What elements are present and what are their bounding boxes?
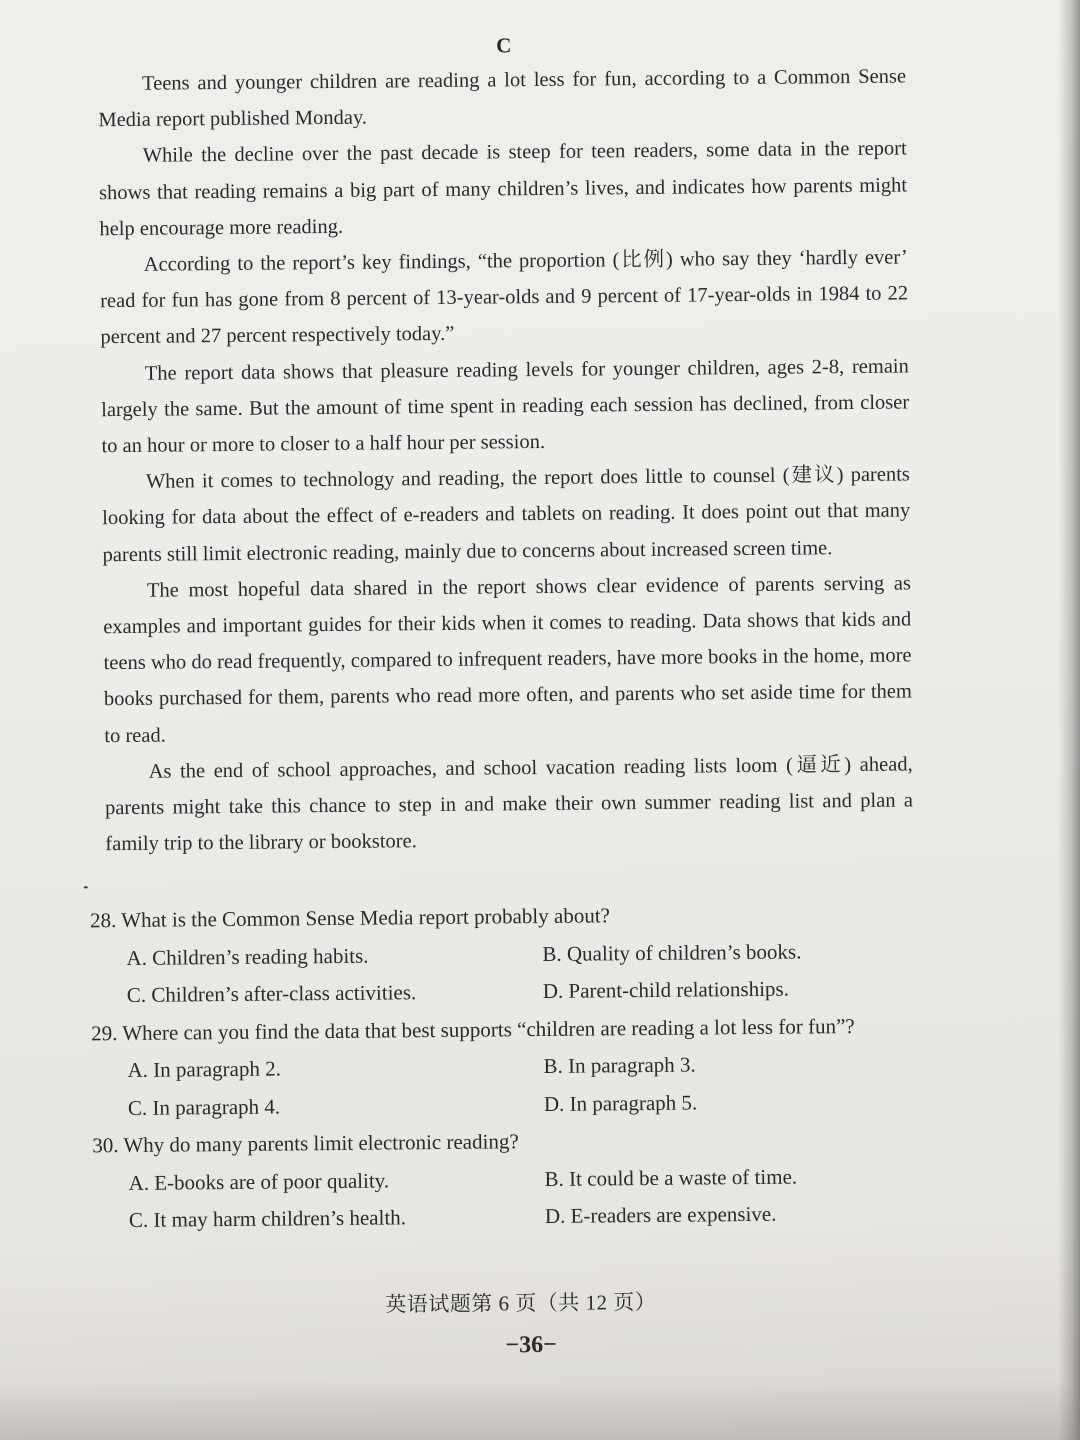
- question-29: [91, 1007, 932, 1128]
- option-a: A. Children’s reading habits.: [126, 943, 369, 970]
- question-stem: 29. Where can you find the data that best supports “children are reading a lot less for fun”?: [91, 1013, 855, 1045]
- option-a: A. E-books are of poor quality.: [128, 1167, 390, 1195]
- question-30: [92, 1119, 933, 1240]
- section-heading: C: [496, 33, 512, 58]
- option-b: B. Quality of children’s books.: [542, 939, 802, 966]
- paragraph-2: While the decline over the past decade is steep for teen readers, some data in the report shows that reading remains a big part of many children’s lives, and indicates how parents might help encourage more reading.: [99, 137, 908, 241]
- paragraph-3: According to the report’s key findings, “the proportion (比例) who say they ‘hardly ever’ read for fun has gone from 8 percent of 13-year-olds and 9 percent of 17-year-olds in 1984 to 22 percent and 27 percent respectively today.”: [100, 246, 909, 349]
- question-stem: 28. What is the Common Sense Media report probably about?: [89, 903, 611, 933]
- question-28: [90, 894, 931, 1015]
- paragraph-6: The most hopeful data shared in the report shows clear evidence of parents serving as examples and important guides for their kids when it comes to reading. Data shows that kids and teens who do read frequently, compared to infrequent readers, have more books in the home, more books purchased for them, parents who read more often, and parents who set aside time for them to read.: [103, 572, 913, 747]
- option-d: D. In paragraph 5.: [543, 1090, 698, 1116]
- option-d: D. E-readers are expensive.: [544, 1201, 777, 1228]
- bottom-shadow: [0, 1380, 1080, 1440]
- page-footer-title: 英语试题第 6 页（共 12 页）: [385, 1289, 657, 1317]
- option-c: C. In paragraph 4.: [127, 1094, 281, 1120]
- page-edge-shadow: [1058, 0, 1080, 1440]
- answer-options: [91, 1044, 932, 1127]
- option-b: B. In paragraph 3.: [543, 1052, 696, 1078]
- ink-speck: [84, 886, 88, 888]
- question-stem: 30. Why do many parents limit electronic reading?: [92, 1129, 519, 1158]
- answer-options: [92, 1157, 933, 1240]
- option-a: A. In paragraph 2.: [127, 1056, 281, 1082]
- paragraph-4: The report data shows that pleasure reading levels for younger children, ages 2-8, remain largely the same. But the amount of time spent in reading each session has declined, from closer to an hour or more to closer to a half hour per session.: [101, 355, 910, 458]
- option-c: C. Children’s after-class activities.: [126, 980, 417, 1007]
- option-d: D. Parent-child relationships.: [542, 976, 790, 1003]
- question-list: [90, 894, 933, 1240]
- paragraph-1: Teens and younger children are reading a lot less for fun, according to a Common Sense Media report published Monday.: [98, 65, 907, 132]
- reading-passage: [98, 58, 914, 862]
- paragraph-5: When it comes to technology and reading, the report does little to counsel (建议) parents looking for data about the effect of e-readers and tablets on reading. It does point out that many parents still limit electronic reading, mainly due to concerns about increased screen time.: [102, 463, 911, 566]
- page-number: −36−: [505, 1331, 557, 1359]
- answer-options: [90, 932, 931, 1015]
- paragraph-7: As the end of school approaches, and school vacation reading lists loom (逼近) ahead, parents might take this chance to step in and make their own summer reading list and plan a family trip to the library or bookstore.: [104, 753, 914, 856]
- option-c: C. It may harm children’s health.: [128, 1205, 407, 1232]
- option-b: B. It could be a waste of time.: [544, 1164, 798, 1191]
